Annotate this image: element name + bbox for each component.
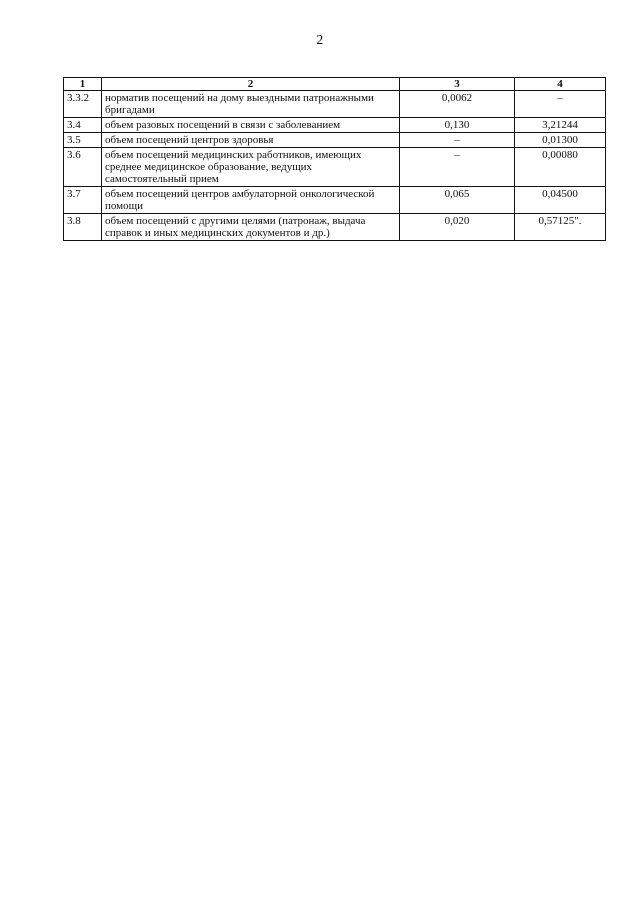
row-value-col3: 0,0062 (400, 91, 515, 118)
column-header-3: 3 (400, 78, 515, 91)
row-value-col4: 3,21244 (515, 118, 606, 133)
table-row (64, 148, 606, 187)
row-number: 3.8 (64, 214, 102, 241)
table-row (64, 187, 606, 214)
row-value-col3: 0,020 (400, 214, 515, 241)
page-number: 2 (316, 33, 324, 48)
row-description: норматив посещений на дому выездными патронажными бригадами (102, 91, 400, 118)
row-value-col4: 0,57125". (515, 214, 606, 241)
data-table (63, 77, 606, 241)
column-header-2: 2 (102, 78, 400, 91)
column-header-4: 4 (515, 78, 606, 91)
row-value-col3: – (400, 133, 515, 148)
table-row (64, 133, 606, 148)
row-value-col3: – (400, 148, 515, 187)
row-value-col3: 0,130 (400, 118, 515, 133)
row-value-col4: 0,04500 (515, 187, 606, 214)
row-number: 3.6 (64, 148, 102, 187)
row-description: объем посещений с другими целями (патронаж, выдача справок и иных медицинских документов и др.) (102, 214, 400, 241)
row-value-col4: 0,01300 (515, 133, 606, 148)
row-value-col4: – (515, 91, 606, 118)
row-description: объем посещений центров амбулаторной онкологической помощи (102, 187, 400, 214)
row-description: объем посещений центров здоровья (102, 133, 400, 148)
table-row (64, 214, 606, 241)
row-number: 3.4 (64, 118, 102, 133)
row-number: 3.5 (64, 133, 102, 148)
row-value-col3: 0,065 (400, 187, 515, 214)
table-row (64, 91, 606, 118)
row-description: объем посещений медицинских работников, имеющих среднее медицинское образование, ведущих самостоятельный прием (102, 148, 400, 187)
table-row (64, 118, 606, 133)
column-header-1: 1 (64, 78, 102, 91)
row-value-col4: 0,00080 (515, 148, 606, 187)
table-header-row (64, 78, 606, 91)
row-number: 3.3.2 (64, 91, 102, 118)
row-description: объем разовых посещений в связи с заболеванием (102, 118, 400, 133)
row-number: 3.7 (64, 187, 102, 214)
